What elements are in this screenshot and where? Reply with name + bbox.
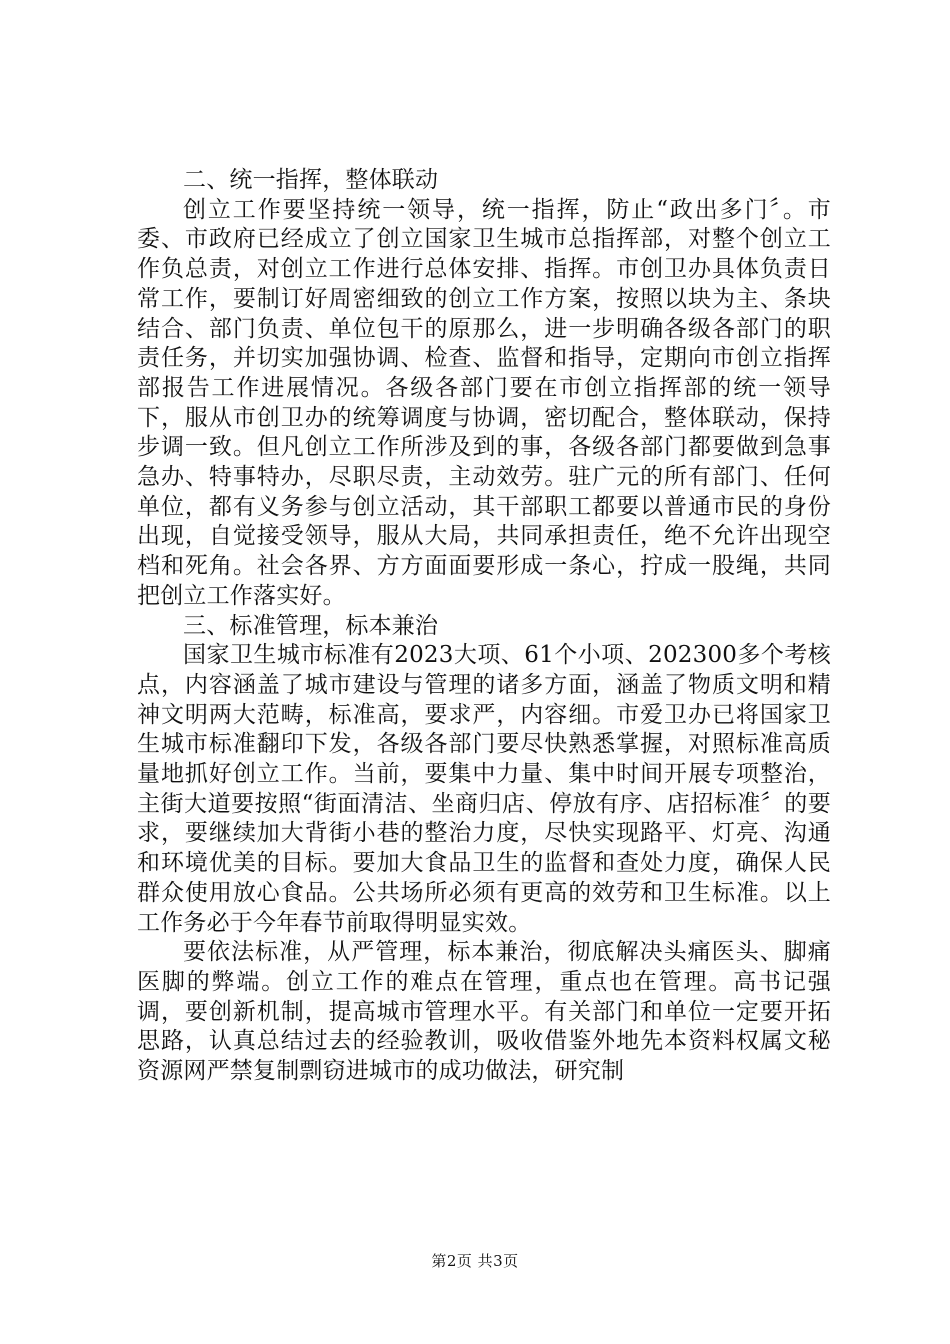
section-heading-2: 二、统一指挥，整体联动 (183, 167, 439, 193)
section-2-paragraph: 创立工作要坚持统一领导，统一指挥，防止“政出多门〞。市委、市政府已经成立了创立国家卫生城市总指挥部，对整个创立工作负总责，对创立工作进行总体安排、指挥。市创卫办具体负责日常工作，要制订好周密细致的创立工作方案，按照以块为主、条块结合、部门负责、单位包干的原那么，进一步明确各级各部门的职责任务，并切实加强协调、检查、监督和指导，定期向市创立指挥部报告工作进展情况。各级各部门要在市创立指挥部的统一领导下，服从市创卫办的统筹调度与协调，密切配合，整体联动，保持步调一致。但凡创立工作所涉及到的事，各级各部门都要做到急事急办、特事特办，尽职尽责，主动效劳。驻广元的所有部门、任何单位，都有义务参与创立活动，其干部职工都要以普通市民的身份出现，自觉接受领导，服从大局，共同承担责任，绝不允许出现空档和死角。社会各界、方方面面要形成一条心，拧成一股绳，共同把创立工作落实好。 (137, 196, 831, 609)
section-3-paragraph-1: 国家卫生城市标准有2023大项、61个小项、202300多个考核点，内容涵盖了城市建设与管理的诸多方面，涵盖了物质文明和精神文明两大范畴，标准高，要求严，内容细。市爱卫办已将国家卫生城市标准翻印下发，各级各部门要尽快熟悉掌握，对照标准高质量地抓好创立工作。当前，要集中力量、集中时间开展专项整治，主街大道要按照“街面清洁、坐商归店、停放有序、店招标准〞的要求，要继续加大背街小巷的整治力度，尽快实现路平、灯亮、沟通和环境优美的目标。要加大食品卫生的监督和查处力度，确保人民群众使用放心食品。公共场所必须有更高的效劳和卫生标准。以上工作务必于今年春节前取得明显实效。 (137, 642, 831, 936)
document-body (137, 166, 831, 1087)
page-number-footer: 第2页 共3页 (431, 1252, 519, 1270)
section-heading-3: 三、标准管理，标本兼治 (183, 612, 439, 639)
section-3-paragraph-2: 要依法标准，从严管理，标本兼治，彻底解决头痛医头、脚痛医脚的弊端。创立工作的难点在管理，重点也在管理。高书记强调，要创新机制，提高城市管理水平。有关部门和单位一定要开拓思路，认真总结过去的经验教训，吸收借鉴外地先本资料权属文秘资源网严禁复制剽窃进城市的成功做法，研究制 (137, 939, 831, 1085)
